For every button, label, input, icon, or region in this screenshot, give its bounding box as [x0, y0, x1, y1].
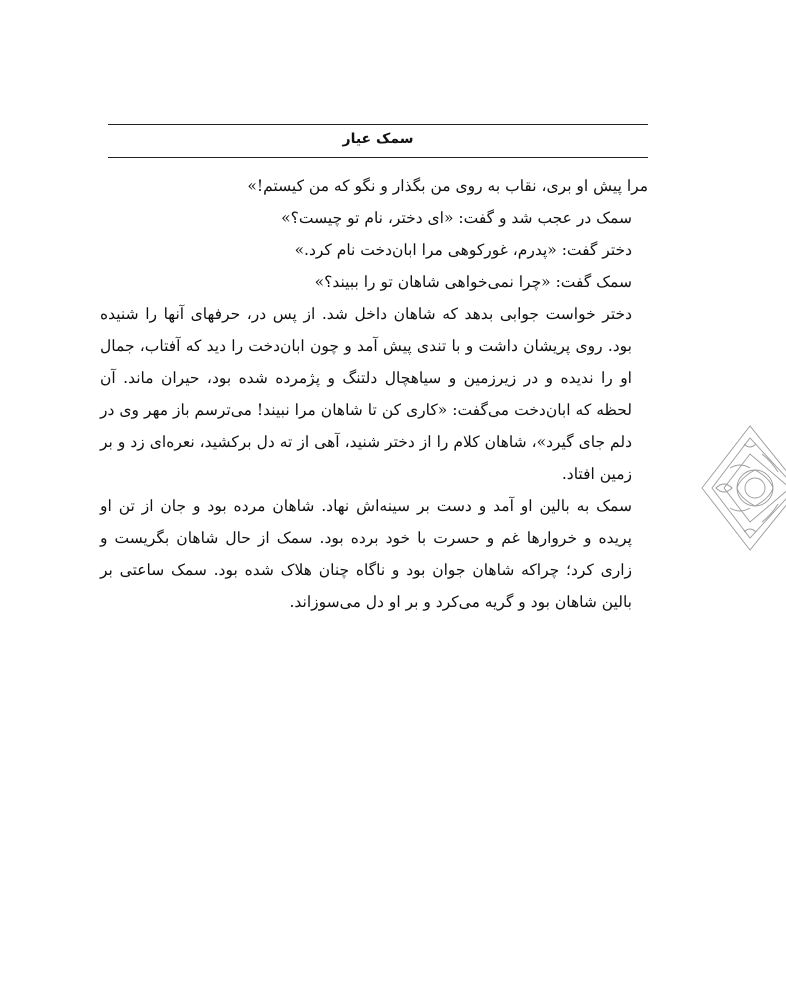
- paragraph-4: سمک گفت: «چرا نمی‌خواهی شاهان تو را ببیند؟»: [314, 273, 632, 291]
- body-text: [100, 170, 648, 618]
- paragraph-5: دختر خواست جوابی بدهد که شاهان داخل شد. از پس در، حرفهای آنها را شنیده بود. روی پریشان داشت و با تندی پیش آمد و چون ابان‌دخت را دید که آفتاب، جمال او را ندیده و در زیرزمین و سیاهچال دلتنگ و پژمرده شده بود، حیران ماند. آن لحظه که ابان‌دخت می‌گفت: «کاری کن تا شاهان مرا نبیند! می‌ترسم باز مهر وی در دلم جای گیرد»، شاهان کلام را از دختر شنید، آهی از ته دل برکشید، نعره‌ای زد و بر زمین افتاد.: [100, 305, 632, 483]
- running-header: [108, 120, 648, 158]
- running-title: سمک عیار: [342, 131, 414, 147]
- paragraph-6: سمک به بالین او آمد و دست بر سینه‌اش نهاد. شاهان مرده بود و جان از تن او پریده و خروارها غم و حسرت با خود برده بود. سمک از حال شاهان بگریست و زاری کرد؛ چراکه شاهان جوان بود و ناگاه چنان هلاک شده بود. سمک ساعتی بر بالین شاهان بود و گریه می‌کرد و بر او دل می‌سوزاند.: [100, 497, 632, 611]
- paragraph-2: سمک در عجب شد و گفت: «ای دختر، نام تو چیست؟»: [281, 209, 632, 227]
- paragraph-1: مرا پیش او بری، نقاب به روی من بگذار و نگو که من کیستم!»: [247, 177, 648, 195]
- arabesque-ornament-icon: [700, 418, 786, 558]
- paragraph-3: دختر گفت: «پدرم، غورکوهی مرا ابان‌دخت نام کرد.»: [294, 241, 632, 259]
- header-top-rule: [108, 124, 648, 125]
- header-bottom-rule: [108, 157, 648, 158]
